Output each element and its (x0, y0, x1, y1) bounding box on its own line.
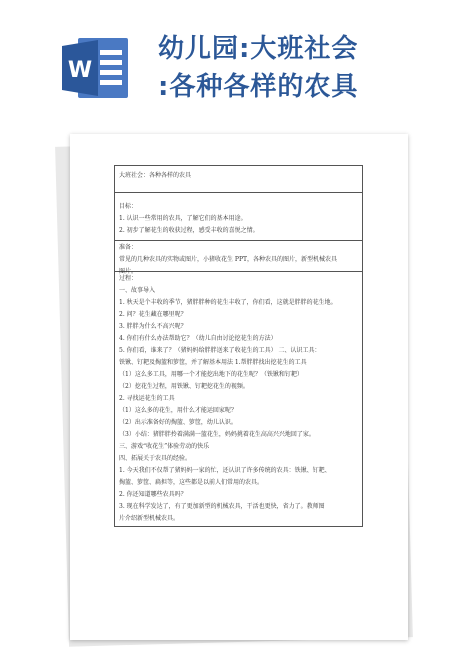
lesson-title: 大班社会：各种各样的农具 (119, 172, 192, 179)
process-line: 3. 现在科学发达了，有了更加新型的机械农具，干活也更快，省力了。教师图 (119, 503, 325, 510)
goal-line: 目标： (119, 203, 138, 210)
page-title-line-2: :各种各样的农具 (158, 72, 359, 102)
preparation-section (115, 241, 362, 275)
page-title (158, 30, 458, 106)
process-line: 1. 今天我们不仅帮了猪妈妈一家的忙，还认识了许多传统的农具：铁锹、钉耙、 (119, 467, 331, 474)
word-document-icon (60, 36, 130, 100)
prep-line: 常见的几种农具的实物或图片，小猪收花生 PPT，各种农具的图片，新型机械农具 (119, 256, 337, 263)
goal-line: 1. 认识一些常用的农具，了解它们的基本用途。 (119, 215, 247, 222)
process-line: 5. 你们看，谁来了？（猪妈妈给胖胖送来了收花生的工具） 二、认识工具： (119, 347, 321, 354)
process-line: （1）这么多工具，用哪一个才能挖出地下的花生呢？（铁锹和钉耙） (119, 371, 303, 378)
prep-line: 准备： (119, 244, 138, 251)
process-line: 掏篮、箩筐、扁担等，这些都是以前人们常用的农具。 (119, 479, 264, 486)
process-line: 2. 问？花生藏在哪里呢？ (119, 311, 187, 318)
process-section (115, 272, 362, 526)
lesson-title-row (115, 166, 362, 193)
process-line: 1. 秋天是个丰收的季节，猪胖胖种的花生丰收了，你们看，这就是胖胖的花生地。 (119, 299, 337, 306)
process-line: 3. 胖胖为什么不高兴呢？ (119, 323, 187, 330)
process-line: （2）挖花生过程，用铁锹、钉耙挖花生的视频。 (119, 383, 249, 390)
process-line: 一、故事导入 (119, 287, 156, 294)
page-title-line-1: 幼儿园:大班社会 (158, 34, 359, 64)
process-line: 铁锹、钉耙及掏篮和箩筐，并了解基本用法 1.帮胖胖找出挖花生的工具 (119, 359, 307, 366)
process-line: 2. 你还知道哪些农具吗？ (119, 491, 187, 498)
word-logo-letter: W (67, 58, 93, 83)
process-line: 三、游戏“收花生”体验劳动的快乐 (119, 443, 210, 450)
process-line: 过程： (119, 275, 138, 282)
prep-line: 图片。 (119, 268, 138, 275)
process-line: 2. 寻找运花生的工具 (119, 395, 175, 402)
process-line: （3）小结：猪胖胖拎着满满一篮花生，妈妈挑着花生高高兴兴地回了家。 (119, 431, 315, 438)
process-line: （2）出示准备好的掏篮、箩筐，幼儿认识。 (119, 419, 237, 426)
process-line: 4. 你们有什么办法帮助它？（幼儿自由讨论挖花生的方法） (119, 335, 277, 342)
document-page (70, 134, 408, 640)
process-line: （1）这么多的花生，用什么才能运回家呢？ (119, 407, 237, 414)
goal-line: 2. 初步了解花生的收获过程，感受丰收的喜悦之情。 (119, 227, 259, 234)
process-line: 四、拓展关于农具的经验。 (119, 455, 192, 462)
lesson-plan-table (114, 165, 363, 527)
goals-section (115, 193, 362, 241)
process-line: 片介绍新型机械农具。 (119, 515, 180, 522)
